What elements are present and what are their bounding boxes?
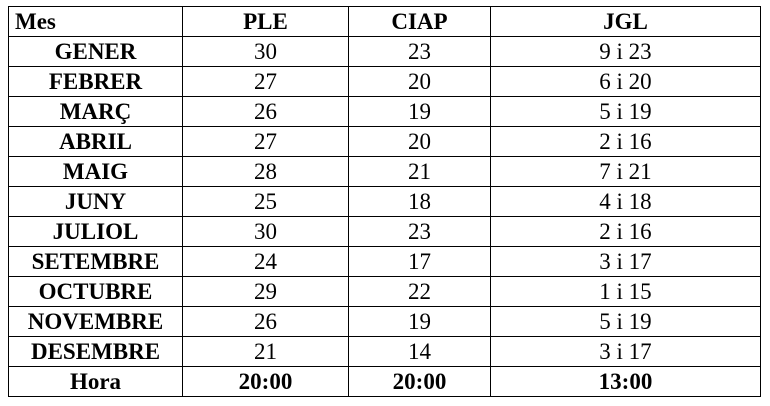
jgl-cell: 1 i 15: [491, 277, 761, 307]
jgl-cell: 3 i 17: [491, 337, 761, 367]
table-row: [9, 277, 761, 307]
ple-cell: 29: [183, 277, 349, 307]
ciap-cell: 22: [349, 277, 491, 307]
month-cell: JULIOL: [9, 217, 183, 247]
ple-cell: 26: [183, 307, 349, 337]
ciap-cell: 23: [349, 217, 491, 247]
jgl-cell: 6 i 20: [491, 67, 761, 97]
table-row: [9, 307, 761, 337]
ciap-cell: 17: [349, 247, 491, 277]
ciap-cell: 19: [349, 97, 491, 127]
header-row: [9, 7, 761, 37]
ple-cell: 28: [183, 157, 349, 187]
jgl-cell: 2 i 16: [491, 127, 761, 157]
ciap-cell: 21: [349, 157, 491, 187]
table-row: [9, 67, 761, 97]
ple-cell: 24: [183, 247, 349, 277]
ple-cell: 30: [183, 37, 349, 67]
jgl-cell: 9 i 23: [491, 37, 761, 67]
column-header-ple: PLE: [183, 7, 349, 37]
month-cell: MAIG: [9, 157, 183, 187]
ple-hora: 20:00: [183, 367, 349, 397]
table-row: [9, 157, 761, 187]
ple-cell: 25: [183, 187, 349, 217]
ple-cell: 27: [183, 127, 349, 157]
ciap-cell: 20: [349, 127, 491, 157]
table-row: [9, 187, 761, 217]
ciap-cell: 14: [349, 337, 491, 367]
column-header-jgl: JGL: [491, 7, 761, 37]
ciap-cell: 23: [349, 37, 491, 67]
month-cell: FEBRER: [9, 67, 183, 97]
table-row: [9, 37, 761, 67]
jgl-cell: 7 i 21: [491, 157, 761, 187]
month-cell: NOVEMBRE: [9, 307, 183, 337]
hora-row: [9, 367, 761, 397]
column-header-mes: Mes: [9, 7, 183, 37]
month-cell: DESEMBRE: [9, 337, 183, 367]
month-cell: SETEMBRE: [9, 247, 183, 277]
jgl-cell: 5 i 19: [491, 307, 761, 337]
ciap-hora: 20:00: [349, 367, 491, 397]
month-cell: GENER: [9, 37, 183, 67]
month-cell: JUNY: [9, 187, 183, 217]
ple-cell: 26: [183, 97, 349, 127]
table-row: [9, 247, 761, 277]
column-header-ciap: CIAP: [349, 7, 491, 37]
ple-cell: 27: [183, 67, 349, 97]
month-cell: MARÇ: [9, 97, 183, 127]
hora-label: Hora: [9, 367, 183, 397]
ple-cell: 30: [183, 217, 349, 247]
ple-cell: 21: [183, 337, 349, 367]
table-row: [9, 217, 761, 247]
table-row: [9, 97, 761, 127]
jgl-cell: 3 i 17: [491, 247, 761, 277]
jgl-hora: 13:00: [491, 367, 761, 397]
jgl-cell: 4 i 18: [491, 187, 761, 217]
table-row: [9, 127, 761, 157]
jgl-cell: 2 i 16: [491, 217, 761, 247]
month-cell: OCTUBRE: [9, 277, 183, 307]
month-cell: ABRIL: [9, 127, 183, 157]
ciap-cell: 19: [349, 307, 491, 337]
ciap-cell: 20: [349, 67, 491, 97]
calendar-table-container: [8, 6, 761, 397]
ciap-cell: 18: [349, 187, 491, 217]
jgl-cell: 5 i 19: [491, 97, 761, 127]
meetings-calendar-table: [8, 6, 761, 397]
table-row: [9, 337, 761, 367]
